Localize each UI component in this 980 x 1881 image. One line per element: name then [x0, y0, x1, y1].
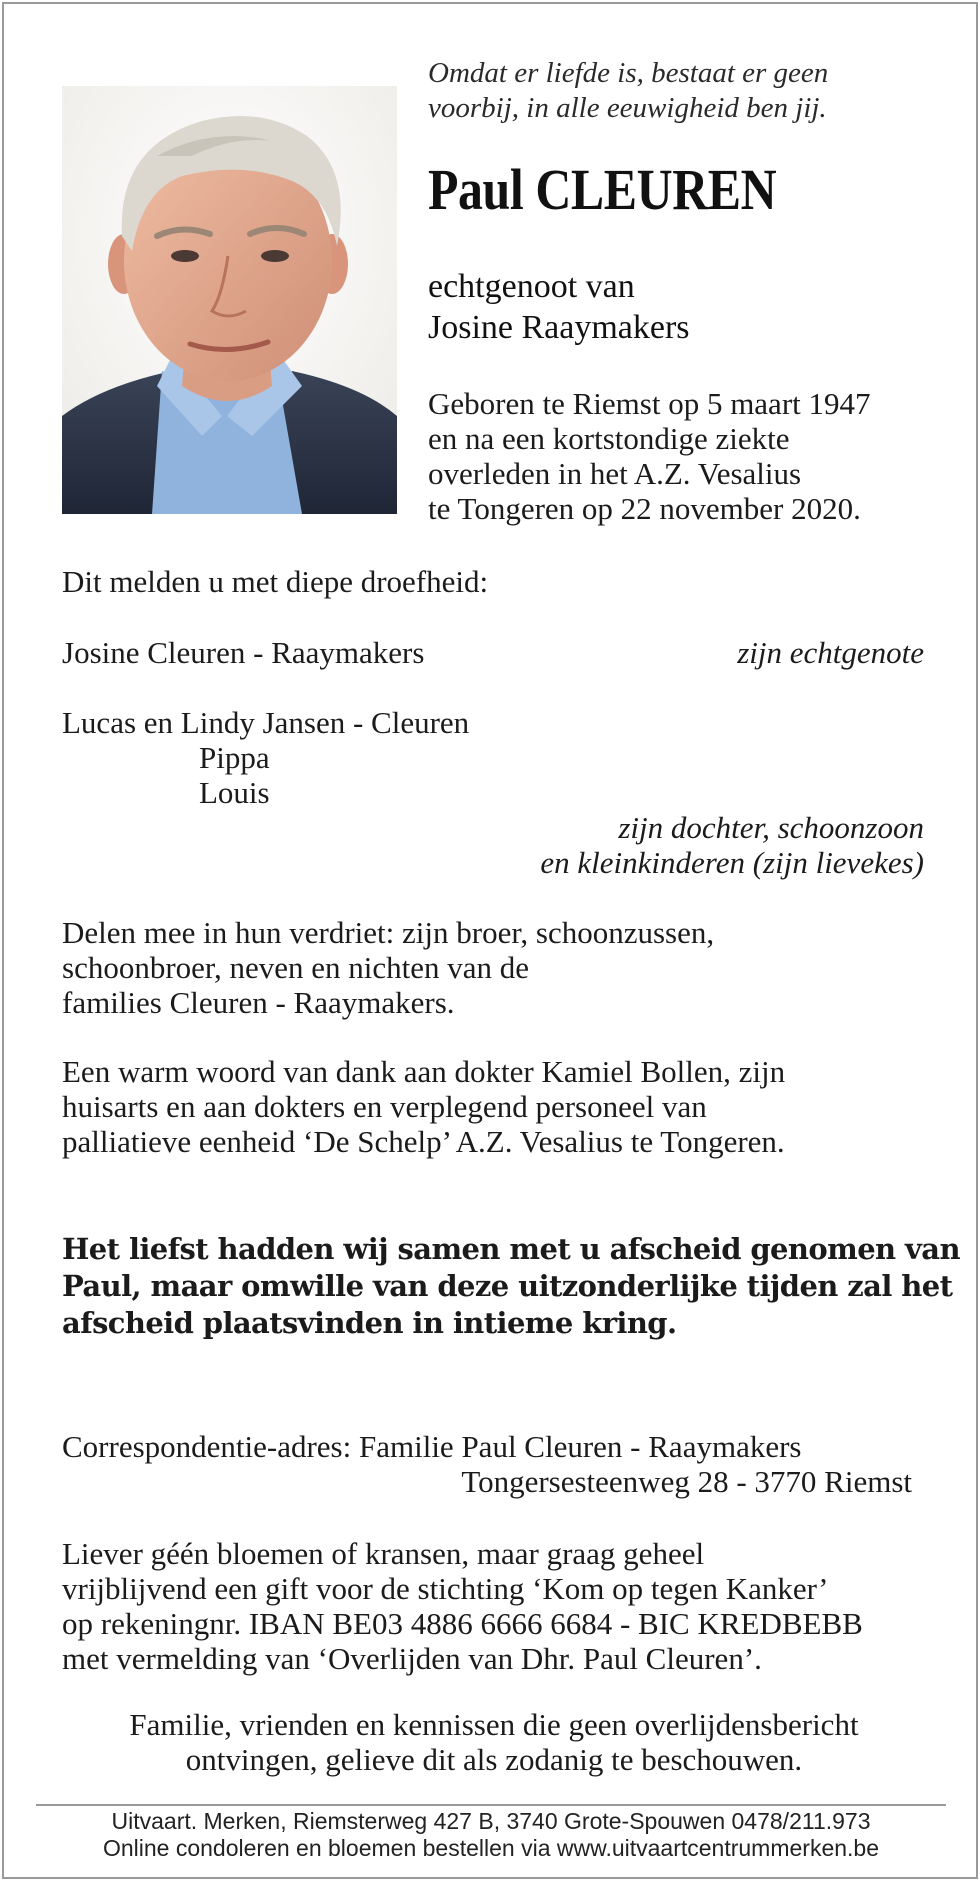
obituary-card [2, 2, 978, 1879]
quote-line-1: Omdat er liefde is, bestaat er geen [428, 57, 829, 89]
deceased-name: Paul CLEUREN [428, 157, 777, 222]
quote-line-2: voorbij, in alle eeuwigheid ben jij. [428, 92, 827, 124]
thanks-line-1: Een warm woord van dank aan dokter Kamiel Bollen, zijn [62, 1054, 786, 1089]
footer-line-1: Uitvaart. Merken, Riemsterweg 427 B, 3740 Grote-Spouwen 0478/211.973 [111, 1808, 871, 1834]
spouse-line-2: Josine Raaymakers [428, 309, 690, 346]
spouse-line-1: echtgenoot van [428, 268, 635, 305]
flowers-line-4: met vermelding van ‘Overlijden van Dhr. Paul Cleuren’. [62, 1641, 762, 1676]
announcement-text: Dit melden u met diepe droefheid: [62, 564, 489, 599]
closing-line-2: ontvingen, gelieve dit als zodanig te beschouwen. [185, 1742, 803, 1777]
thanks-line-3: palliatieve eenheid ‘De Schelp’ A.Z. Vesalius te Tongeren. [62, 1124, 785, 1159]
farewell-line-1: Het liefst hadden wij samen met u afscheid genomen van [62, 1232, 960, 1266]
children-names: Lucas en Lindy Jansen - Cleuren [62, 705, 470, 740]
children-relation [424, 810, 924, 880]
spouse-info [428, 266, 948, 348]
correspondence-line-2: Tongersesteenweg 28 - 3770 Riemst [461, 1464, 912, 1499]
flowers-line-2: vrijblijvend een gift voor de stichting ‘Kom op tegen Kanker’ [62, 1571, 829, 1606]
portrait-photo [62, 86, 397, 514]
grandchild-1: Pippa [199, 740, 270, 775]
birth-line-2: en na een kortstondige ziekte [428, 421, 790, 456]
correspondence-address [62, 1429, 912, 1499]
birth-death-details [428, 386, 968, 526]
share-grief-text [62, 915, 942, 1020]
share-grief-line-1: Delen mee in hun verdriet: zijn broer, schoonzussen, [62, 915, 715, 950]
children-relation-line-2: en kleinkinderen (zijn lievekes) [540, 845, 924, 880]
thanks-text [62, 1054, 952, 1159]
flowers-line-3: op rekeningnr. IBAN BE03 4886 6666 6684 - BIC KREDBEBB [62, 1606, 863, 1641]
portrait-illustration [62, 86, 397, 514]
spouse-relation: zijn echtgenote [737, 635, 924, 670]
farewell-line-2: Paul, maar omwille van deze uitzonderlijke tijden zal het [62, 1269, 953, 1303]
footer-line-2: Online condoleren en bloemen bestellen via www.uitvaartcentrummerken.be [102, 1835, 880, 1861]
spouse-name: Josine Cleuren - Raaymakers [62, 635, 425, 670]
birth-line-1: Geboren te Riemst op 5 maart 1947 [428, 386, 871, 421]
thanks-line-2: huisarts en aan dokters en verplegend personeel van [62, 1089, 707, 1124]
footer-divider [36, 1804, 946, 1806]
farewell-notice [62, 1231, 960, 1342]
correspondence-line-1: Correspondentie-adres: Familie Paul Cleuren - Raaymakers [62, 1429, 802, 1464]
flowers-line-1: Liever géén bloemen of kransen, maar graag geheel [62, 1536, 705, 1571]
share-grief-line-3: families Cleuren - Raaymakers. [62, 985, 455, 1020]
birth-line-3: overleden in het A.Z. Vesalius [428, 456, 802, 491]
memorial-quote [428, 56, 948, 126]
closing-line-1: Familie, vrienden en kennissen die geen overlijdensbericht [129, 1707, 859, 1742]
closing-notice [44, 1707, 944, 1777]
birth-line-4: te Tongeren op 22 november 2020. [428, 491, 861, 526]
share-grief-line-2: schoonbroer, neven en nichten van de [62, 950, 530, 985]
farewell-line-3: afscheid plaatsvinden in intieme kring. [62, 1306, 677, 1340]
children-relation-line-1: zijn dochter, schoonzoon [618, 810, 924, 845]
flowers-donation-text [62, 1536, 952, 1676]
grandchild-2: Louis [199, 775, 270, 810]
funeral-home-footer [36, 1808, 946, 1862]
